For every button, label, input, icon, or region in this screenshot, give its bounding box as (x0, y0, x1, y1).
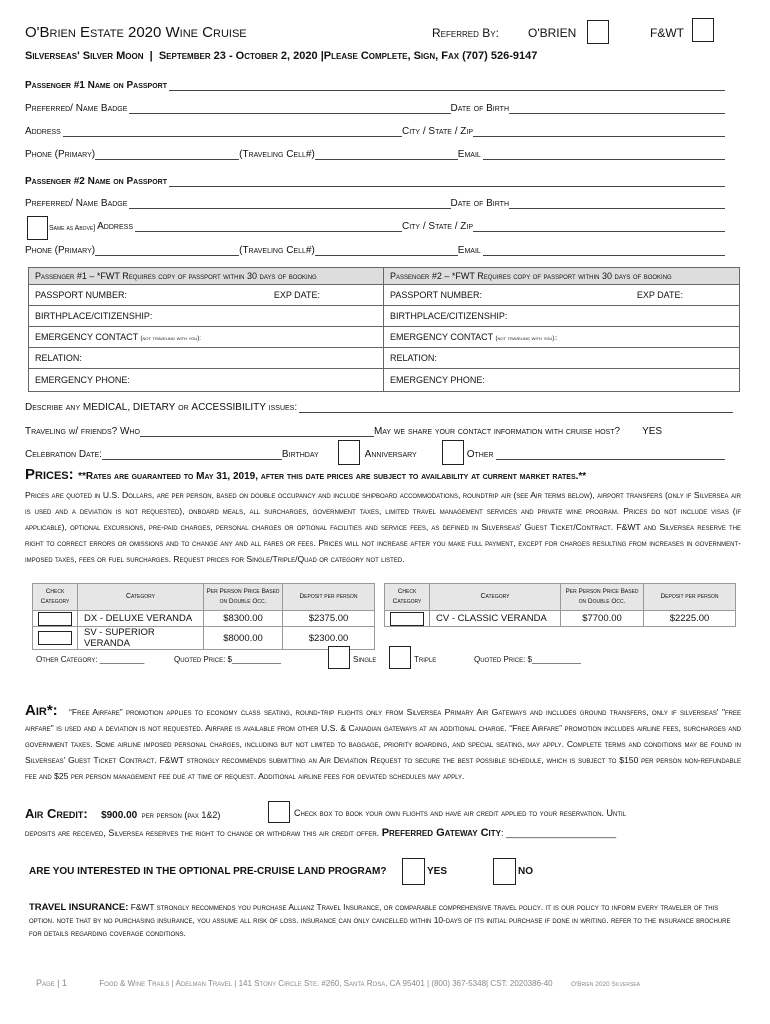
subtitle-dates: September 23 - October 2, 2020 (158, 50, 318, 62)
passport-table (28, 267, 740, 392)
category-price: $8000.00 (204, 627, 283, 650)
preferred-gateway-label: Preferred Gateway City (381, 827, 501, 839)
single-checkbox[interactable] (328, 646, 350, 669)
p2-preferred-label: Preferred/ Name Badge (25, 198, 128, 209)
p2-city-label: City / State / Zip (401, 221, 473, 232)
p1-email-field[interactable] (483, 149, 725, 160)
traveling-with-label: Traveling w/ friends? Who (25, 426, 140, 437)
fwt-option-label: F&WT (650, 26, 684, 40)
p1-city-field[interactable] (473, 126, 725, 137)
p2-emergency-contact-cell[interactable] (384, 327, 740, 348)
p1-address-label: Address (25, 126, 61, 137)
check-category-header: Check Category (33, 584, 78, 611)
p2-emergency-phone-cell[interactable] (384, 369, 740, 392)
birthday-label: Birthday (281, 449, 319, 460)
share-contact-yes[interactable]: YES (642, 426, 663, 437)
p2-cell-label: (Traveling Cell#) (239, 245, 315, 256)
prices-guarantee: **Rates are guaranteed to May 31, 2019, after this date prices are subject to availability at current market rates.** (78, 471, 587, 482)
share-contact-label: May we share your contact information with cruise host? (373, 426, 621, 437)
celebration-date-label: Celebration Date: (25, 449, 102, 460)
category-select-checkbox[interactable] (385, 611, 430, 627)
category-deposit: $2225.00 (644, 611, 736, 627)
p1-cell-field[interactable] (315, 149, 458, 160)
other-label: Other (466, 449, 494, 460)
p1-name-label: Passenger #1 Name on Passport (25, 80, 167, 91)
category-header: Category (430, 584, 561, 611)
price-row (33, 611, 375, 627)
air-heading: Air*: (25, 702, 58, 719)
category-price: $7700.00 (561, 611, 644, 627)
p1-dob-label: Date of Birth (450, 103, 509, 114)
p1-passport-header: Passenger #1 – *FWT Requires copy of passport within 30 days of booking (29, 268, 384, 285)
insurance-label: TRAVEL INSURANCE: (29, 902, 129, 913)
footer-company: Food & Wine Trails | Adelman Travel | 141 Stony Circle Ste. #260, Santa Rosa, CA 95401 | (800) 367-5348| CST: 2020386-40 (99, 979, 553, 988)
p2-passport-header: Passenger #2 – *FWT Requires copy of passport within 30 days of booking (384, 268, 740, 285)
category-select-checkbox[interactable] (33, 611, 78, 627)
air-credit-amount: $900.00 (101, 810, 138, 821)
p1-email-label: Email (457, 149, 481, 160)
p2-name-label: Passenger #2 Name on Passport (25, 176, 167, 187)
footer-doc-id: O'Brien 2020 Silversea (570, 981, 640, 988)
p2-cell-field[interactable] (315, 245, 458, 256)
p1-dob-field[interactable] (509, 103, 725, 114)
subtitle: Silverseas' Silver Moon | September 23 - October 2, 2020 |Please Complete, Sign, Fax (707) 526-9147 (25, 50, 538, 62)
land-program-yes-label: YES (427, 866, 448, 877)
footer (36, 978, 640, 988)
price-table-right (384, 583, 736, 627)
single-label: Single (353, 655, 377, 664)
p2-dob-field[interactable] (509, 198, 725, 209)
land-program-no-checkbox[interactable] (493, 858, 516, 885)
same-as-above-label: Same as Above (49, 225, 94, 232)
p1-relation-cell[interactable] (29, 348, 384, 369)
p2-address-label: Address (97, 221, 133, 232)
relation-label: RELATION: (390, 353, 437, 363)
category-select-checkbox[interactable] (33, 627, 78, 650)
p2-preferred-field[interactable] (129, 198, 450, 209)
not-traveling-note: (not traveling with you): (140, 336, 201, 342)
describe-post: issues: (268, 402, 298, 413)
emergency-contact-label: EMERGENCY CONTACT (390, 332, 494, 342)
describe-acc: ACCESSIBILITY (191, 402, 266, 413)
form-title: O'Brien Estate 2020 Wine Cruise (25, 24, 247, 41)
p1-city-label: City / State / Zip (401, 126, 473, 137)
triple-label: Triple (414, 655, 437, 664)
prices-heading-row (25, 466, 586, 484)
prices-heading: Prices: (25, 466, 74, 483)
p1-passport-number-cell[interactable] (29, 285, 384, 306)
air-credit-line-2 (25, 827, 616, 839)
insurance-block (29, 901, 741, 940)
quoted-price-field-2[interactable]: Quoted Price: $___________ (474, 655, 581, 664)
exp-date-label: EXP DATE: (636, 290, 683, 300)
price-header: Per Person Price Based on Double Occ. (204, 584, 283, 611)
not-traveling-note: (not traveling with you):: (495, 336, 558, 342)
referred-obrien-checkbox[interactable] (587, 20, 609, 44)
relation-label: RELATION: (35, 353, 82, 363)
p1-phone-label: Phone (Primary) (25, 149, 96, 160)
p1-name-field[interactable] (169, 80, 725, 91)
celebration-date-field[interactable] (102, 449, 282, 460)
price-table-left (32, 583, 375, 650)
preferred-gateway-field[interactable]: : ______________________ (500, 828, 617, 838)
category-deposit: $2375.00 (283, 611, 375, 627)
p2-email-field[interactable] (483, 245, 725, 256)
prices-paragraph: Prices are quoted in U.S. Dollars, are per person, based on double occupancy and include shipboard accommodations, roundtrip air (see Air terms below), airport transfers (only if Silversea air is used and a deviation is not requested), onboard meals, all surcharges, government taxes, limited travel management services and private wine program. Prices do not include visas (if applicable), optional excursions, pre-paid charges, personal charges or optional facilities and service fees, as defined in Silverseas' Guest Ticket/Contract. F&WT and Silversea reserve the right to correct errors or omissions and to change any and all fares or fees. Prices will not increase after you make full payment, except for charges resulting from increases in government-imposed taxes, fees or fuel surcharges. Request prices for Single/Triple/Quad or category not listed. (25, 490, 741, 564)
category-name: CV - CLASSIC VERANDA (430, 611, 561, 627)
p1-emergency-contact-cell[interactable] (29, 327, 384, 348)
other-celebration-field[interactable] (496, 449, 725, 460)
same-as-above-checkbox[interactable] (27, 216, 48, 240)
category-deposit: $2300.00 (283, 627, 375, 650)
p2-email-label: Email (457, 245, 481, 256)
deposit-header: Deposit per person (283, 584, 375, 611)
birthplace-label: BIRTHPLACE/CITIZENSHIP: (390, 311, 508, 321)
air-paragraph: “Free Airfare” promotion applies to economy class seating, round-trip flights only from Silversea Primary Air Gateways and includes ground transfers, only if silverseas' "free airfare" is used and a deviation is not requested. Airfare is available from other U.S. & Canadian gateways at an additional charge. “Free Airfare” promotion includes airline fees, surcharges and government taxes. Some airline imposed personal charges, including but not limited to baggage, priority boarding, and special seating, may apply. Complete terms and conditions may be found in Silverseas' Guest Ticket Contract. F&WT strongly recommends submitting an Air Deviation Request to secure the best possible schedule, which is subject to $150 per person non-refundable fee and $25 per person management fee due at time of request. Additional airline fees for deviated schedules may apply. (25, 707, 741, 781)
category-name: SV - SUPERIOR VERANDA (78, 627, 204, 650)
land-program-question: ARE YOU INTERESTED IN THE OPTIONAL PRE-CRUISE LAND PROGRAM? (29, 866, 387, 877)
category-price: $8300.00 (204, 611, 283, 627)
anniversary-label: Anniversary (364, 449, 417, 460)
passport-number-label: PASSPORT NUMBER: (390, 290, 483, 300)
land-program-yes-checkbox[interactable] (402, 858, 425, 885)
p1-address-field[interactable] (63, 126, 402, 137)
category-name: DX - DELUXE VERANDA (78, 611, 204, 627)
describe-mid: MEDICAL, DIETARY (82, 402, 176, 413)
other-category-field[interactable]: Other Category: __________ (36, 655, 145, 664)
quoted-price-field-1[interactable]: Quoted Price: $___________ (174, 655, 281, 664)
p1-birthplace-cell[interactable] (29, 306, 384, 327)
anniversary-checkbox[interactable] (442, 440, 464, 465)
air-credit-row (25, 805, 220, 823)
referred-by-label: Referred By: (432, 26, 499, 40)
p1-cell-label: (Traveling Cell#) (239, 149, 315, 160)
p2-city-field[interactable] (473, 221, 725, 232)
traveling-with-field[interactable] (140, 426, 374, 437)
air-credit-checkbox[interactable] (268, 801, 290, 823)
p2-phone-field[interactable] (95, 245, 239, 256)
p1-preferred-field[interactable] (129, 103, 450, 114)
insurance-text: F&WT strongly recommends you purchase Allianz Travel Insurance, or comparable comprehensive travel policy. it is our policy to inform every traveler of this option. note that by no purchasing insurance, you assume all risk of loss. insurance can only cancelled within 10-days of its initial purchase if done in writing. refer to the insurance brochure for details regarding coverage conditions. (29, 902, 731, 938)
exp-date-label: EXP DATE: (273, 290, 320, 300)
air-credit-pax: per person (pax 1&2) (141, 810, 221, 820)
triple-checkbox[interactable] (389, 646, 411, 669)
air-credit-text-2: deposits are received, Silversea reserves the right to change or withdraw this air credit offer. (25, 828, 380, 838)
category-header: Category (78, 584, 204, 611)
p2-address-field[interactable] (135, 221, 402, 232)
price-row (385, 611, 736, 627)
p1-preferred-label: Preferred/ Name Badge (25, 103, 128, 114)
emergency-phone-label: EMERGENCY PHONE: (390, 375, 485, 385)
emergency-contact-label: EMERGENCY CONTACT (35, 332, 139, 342)
price-header: Per Person Price Based on Double Occ. (561, 584, 644, 611)
birthday-checkbox[interactable] (338, 440, 360, 465)
p1-phone-field[interactable] (95, 149, 239, 160)
air-credit-label: Air Credit: (25, 806, 88, 821)
describe-or: or (178, 402, 189, 413)
deposit-header: Deposit per person (644, 584, 736, 611)
p2-name-field[interactable] (169, 176, 725, 187)
page-number: Page | 1 (36, 978, 68, 988)
subtitle-ship: Silverseas' Silver Moon (25, 50, 144, 62)
p2-phone-label: Phone (Primary) (25, 245, 96, 256)
subtitle-fax: Please Complete, Sign, Fax (707) 526-9147 (323, 50, 538, 62)
price-row (33, 627, 375, 650)
medical-issues-field[interactable] (299, 402, 733, 413)
emergency-phone-label: EMERGENCY PHONE: (35, 375, 130, 385)
referred-fwt-checkbox[interactable] (692, 18, 714, 42)
passport-number-label: PASSPORT NUMBER: (35, 290, 128, 300)
p2-dob-label: Date of Birth (450, 198, 509, 209)
p2-passport-number-cell[interactable] (384, 285, 740, 306)
land-program-no-label: NO (518, 866, 533, 877)
birthplace-label: BIRTHPLACE/CITIZENSHIP: (35, 311, 153, 321)
air-credit-text-1: Check box to book your own flights and have air credit applied to your reservation. Until (294, 808, 627, 818)
describe-pre: Describe any (25, 402, 81, 413)
p1-emergency-phone-cell[interactable] (29, 369, 384, 392)
p2-relation-cell[interactable] (384, 348, 740, 369)
check-category-header: Check Category (385, 584, 430, 611)
p2-birthplace-cell[interactable] (384, 306, 740, 327)
obrien-option-label: O'BRIEN (528, 26, 577, 40)
